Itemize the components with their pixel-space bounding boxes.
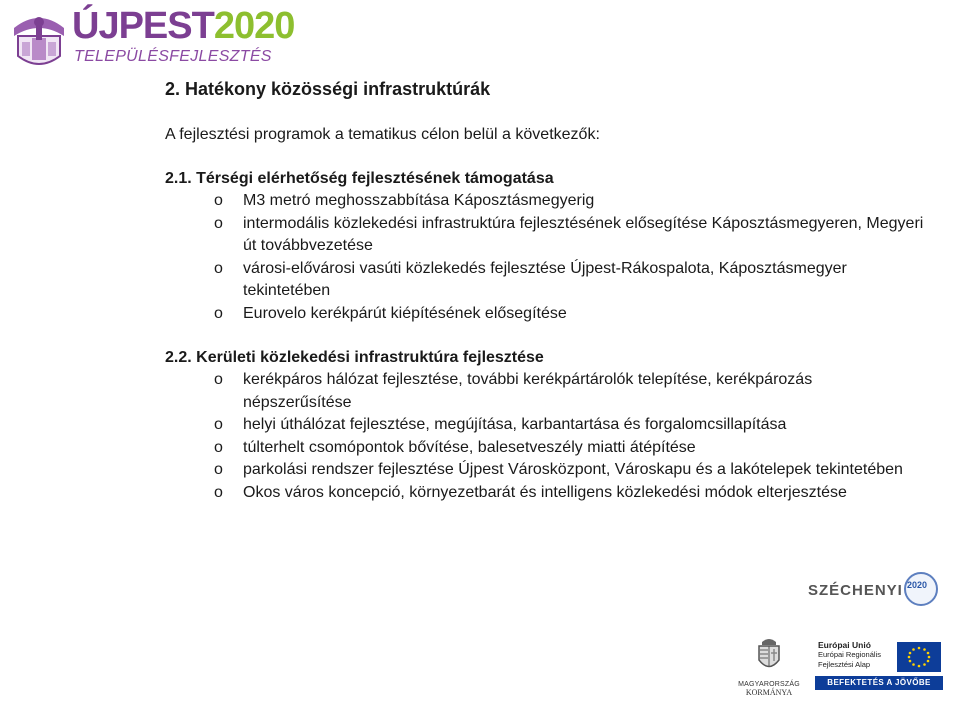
government-line-1: MAGYARORSZÁG	[738, 681, 800, 688]
list-item	[165, 190, 925, 213]
list-item-text: helyi úthálózat fejlesztése, megújítása, karbantartása és forgalomcsillapítása	[243, 416, 787, 433]
government-line-2: KORMÁNYA	[745, 688, 793, 697]
logo-brand-year: 2020	[213, 5, 295, 47]
list-item-text: intermodális közlekedési infrastruktúra fejlesztésének elősegítése Káposztásmegyeren, Megyeri út továbbvezetése	[243, 214, 924, 254]
hungarian-coat-of-arms-icon	[754, 636, 784, 674]
section-title: 2.1. Térségi elérhetőség fejlesztésének támogatása	[165, 170, 554, 187]
bullet-marker: o	[214, 214, 223, 232]
logo-subtitle: TELEPÜLÉSFEJLESZTÉS	[74, 48, 272, 65]
bullet-list	[165, 190, 925, 325]
szechenyi-year: 2020	[907, 580, 928, 590]
section-2-1	[165, 168, 925, 325]
section-title: 2.2. Kerületi közlekedési infrastruktúra fejlesztése	[165, 349, 544, 366]
list-item	[165, 213, 925, 258]
list-item	[165, 437, 925, 460]
bullet-marker: o	[214, 304, 223, 322]
eu-line-2: Európai Regionális	[818, 650, 881, 659]
eu-line-3: Fejlesztési Alap	[818, 660, 871, 669]
bullet-list	[165, 369, 925, 504]
list-item	[165, 369, 925, 414]
magyarorszag-kormanya-logo	[738, 636, 800, 697]
bullet-marker: o	[214, 416, 223, 433]
list-item	[165, 414, 925, 437]
list-item-text: Okos város koncepció, környezetbarát és intelligens közlekedési módok elterjesztése	[243, 483, 847, 501]
bullet-marker: o	[214, 461, 223, 478]
list-item-text: Eurovelo kerékpárút kiépítésének elősegítése	[243, 304, 567, 322]
bullet-marker: o	[214, 483, 223, 501]
list-item-text: M3 metró meghosszabbítása Káposztásmegyerig	[243, 192, 595, 209]
eu-flag-icon	[897, 642, 941, 672]
eu-text	[818, 640, 881, 670]
slide-title: 2. Hatékony közösségi infrastruktúrák	[165, 79, 491, 99]
intro-text: A fejlesztési programok a tematikus célon belül a következők:	[165, 126, 600, 143]
list-item-text: kerékpáros hálózat fejlesztése, további kerékpártárolók telepítése, kerékpározás népszerűsítése	[243, 371, 813, 411]
list-item-text: parkolási rendszer fejlesztése Újpest Városközpont, Városkapu és a lakótelepek tekintetében	[243, 461, 903, 478]
szechenyi-2020-logo	[808, 580, 928, 600]
eu-line-1: Európai Unió	[818, 640, 871, 650]
ujpest-2020-logo	[8, 5, 295, 74]
bullet-marker: o	[214, 371, 223, 388]
list-item	[165, 258, 925, 303]
slide-content	[165, 76, 925, 504]
bullet-marker: o	[214, 259, 223, 277]
eu-erdf-logo	[815, 638, 943, 692]
section-2-2	[165, 347, 925, 504]
logo-brand-main: ÚJPEST	[72, 5, 214, 47]
ujpest-crest-icon	[8, 6, 70, 72]
bullet-marker: o	[214, 438, 223, 456]
logo-brand	[72, 4, 294, 48]
szechenyi-text: SZÉCHENYI	[808, 582, 903, 599]
list-item	[165, 482, 925, 505]
bullet-marker: o	[214, 192, 223, 209]
list-item-text: városi-elővárosi vasúti közlekedés fejlesztése Újpest-Rákospalota, Káposztásmegyer tekintetében	[243, 259, 847, 299]
list-item	[165, 459, 925, 482]
list-item	[165, 303, 925, 326]
list-item-text: túlterhelt csomópontok bővítése, balesetveszély miatti átépítése	[243, 438, 696, 456]
eu-slogan: BEFEKTETÉS A JÖVŐBE	[815, 676, 943, 690]
